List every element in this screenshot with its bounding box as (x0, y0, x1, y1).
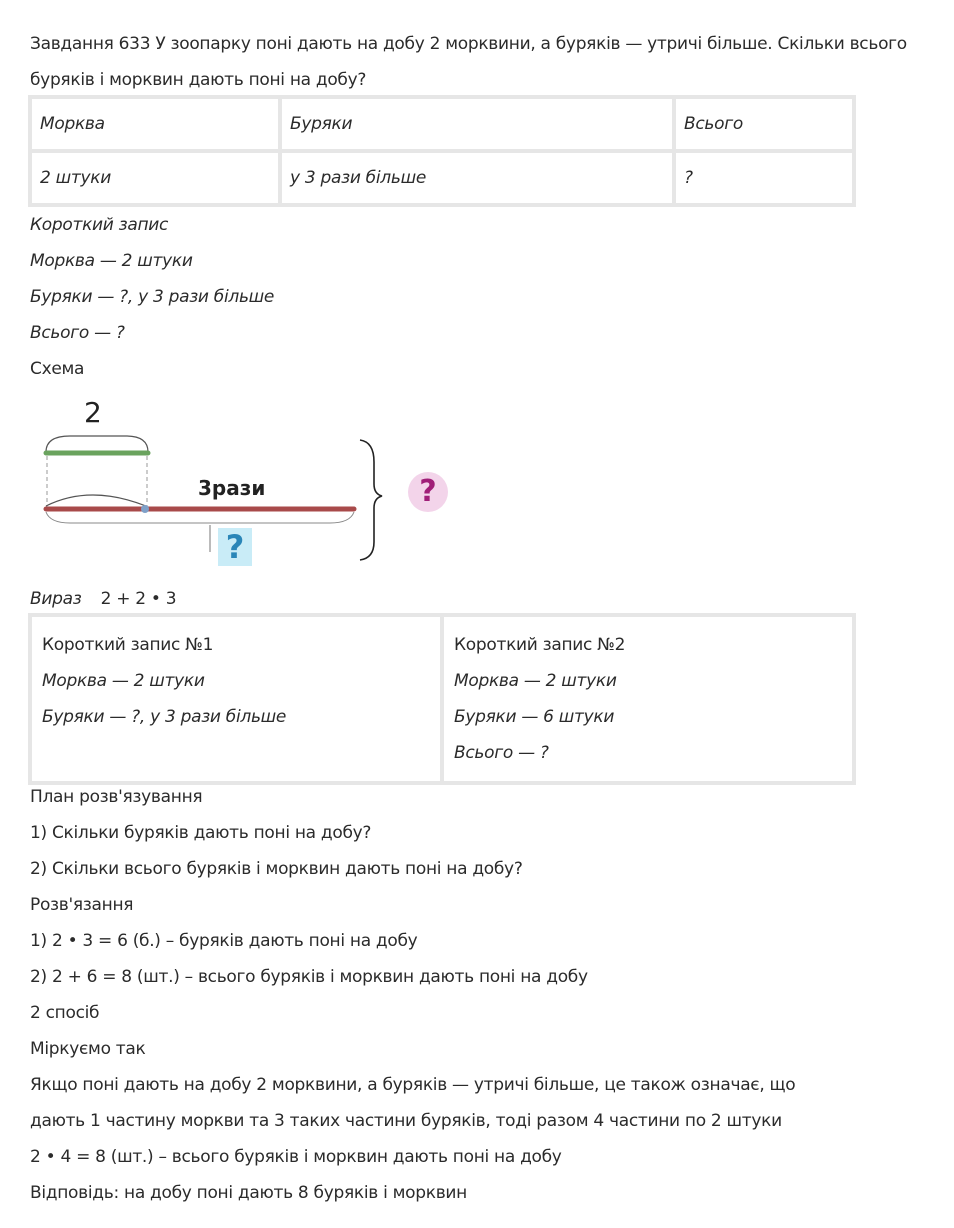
scheme-diagram (30, 392, 450, 572)
short-note-1-cell (30, 615, 442, 783)
header-carrot: Морква (30, 97, 280, 151)
total-brace (360, 440, 382, 560)
cell-beets: у 3 рази більше (280, 151, 674, 205)
total-question-icon: ? (408, 472, 448, 512)
short-note-heading: Короткий запис (30, 215, 169, 235)
solution-step: 2) 2 + 6 = 8 (шт.) – всього буряків і морквин дають поні на добу (30, 967, 588, 987)
short-note-2-line: Буряки — 6 штуки (454, 707, 615, 727)
bottom-brace (46, 512, 354, 523)
short-note-line: Всього — ? (30, 323, 125, 343)
times-label: 3рази (198, 476, 266, 500)
method2-calc: 2 • 4 = 8 (шт.) – всього буряків і морквин дають поні на добу (30, 1147, 562, 1167)
short-note-2-line: Морква — 2 штуки (454, 671, 617, 691)
reasoning-line: Якщо поні дають на добу 2 морквини, а буряків — утричі більше, це також означає, що (30, 1075, 796, 1095)
solution-step: 1) 2 • 3 = 6 (б.) – буряків дають поні на добу (30, 931, 418, 951)
table-row (30, 151, 854, 205)
table-header-row (30, 97, 854, 151)
table-row (30, 615, 854, 783)
cell-carrot: 2 штуки (30, 151, 280, 205)
header-total: Всього (674, 97, 854, 151)
header-beets: Буряки (280, 97, 674, 151)
plan-step: 2) Скільки всього буряків і морквин дають поні на добу? (30, 859, 523, 879)
short-notes-table (28, 613, 856, 785)
carrot-amount-label: 2 (84, 396, 102, 429)
segment-joint (141, 505, 149, 513)
answer: Відповідь: на добу поні дають 8 буряків і морквин (30, 1183, 467, 1203)
short-note-2-heading: Короткий запис №2 (454, 635, 626, 655)
expression-label: Вираз (30, 589, 82, 609)
expression (30, 588, 176, 610)
plan-step: 1) Скільки буряків дають поні на добу? (30, 823, 372, 843)
short-note-2-line: Всього — ? (454, 743, 549, 763)
solution-heading: Розв'язання (30, 895, 134, 915)
given-table (28, 95, 856, 207)
part-arc (46, 495, 146, 506)
cell-total: ? (674, 151, 854, 205)
short-note-2-cell (442, 615, 854, 783)
short-note-1-heading: Короткий запис №1 (42, 635, 214, 655)
reasoning-line: дають 1 частину моркви та 3 таких частини буряків, тоді разом 4 частини по 2 штуки (30, 1111, 782, 1131)
scheme-heading: Схема (30, 359, 85, 379)
plan-heading: План розв'язування (30, 787, 203, 807)
task-title: Завдання 633 У зоопарку поні дають на добу 2 морквини, а буряків — утричі більше. Скільки всього буряків і морквин дають поні на добу? (30, 34, 907, 90)
short-note-1-line: Морква — 2 штуки (42, 671, 205, 691)
short-note-line: Буряки — ?, у 3 рази більше (30, 287, 275, 307)
method2-heading: 2 спосіб (30, 1003, 100, 1023)
expression-value: 2 + 2 • 3 (100, 589, 177, 609)
short-note-line: Морква — 2 штуки (30, 251, 193, 271)
beets-question-icon: ? (218, 528, 252, 566)
short-note-1-line: Буряки — ?, у 3 рази більше (42, 707, 287, 727)
reasoning-heading: Міркуємо так (30, 1039, 146, 1059)
top-brace (46, 436, 148, 452)
